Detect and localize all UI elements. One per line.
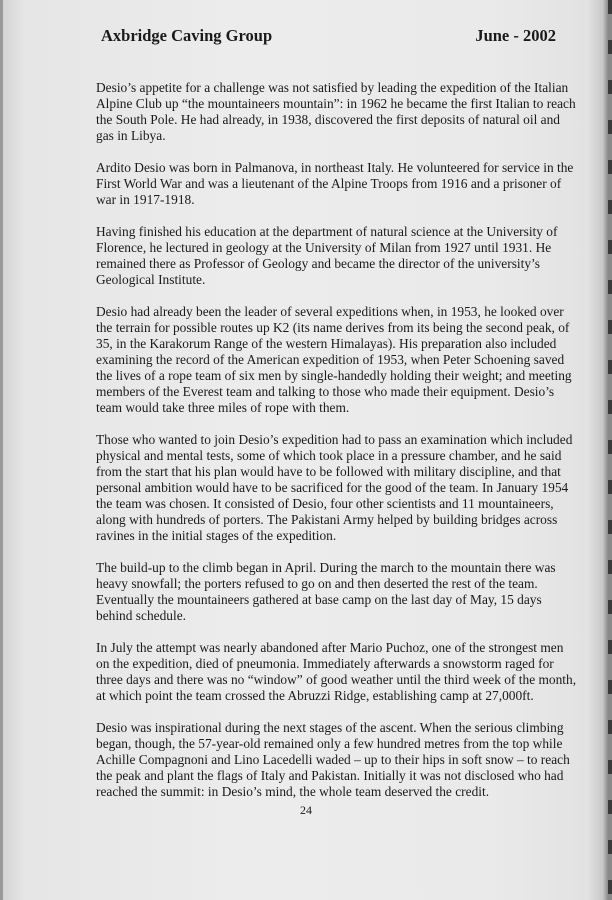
text-line: the South Pole. He had already, in 1938, discovered the first deposits of natural oil and [96, 112, 560, 127]
paragraph [96, 304, 574, 416]
text-line: at which point the team crossed the Abruzzi Ridge, establishing camp at 27,000ft. [96, 688, 534, 703]
text-line: The build-up to the climb began in April. During the march to the mountain there was [96, 560, 556, 575]
text-line: on the expedition, died of pneumonia. Immediately afterwards a snowstorm raged for [96, 656, 554, 671]
paragraph [96, 432, 574, 544]
page-number: 24 [300, 803, 312, 817]
paragraph [96, 224, 574, 288]
text-line: remained there as Professor of Geology and became the director of the university’s [96, 256, 540, 271]
text-line: Achille Compagnoni and Lino Lacedelli waded – up to their hips in soft snow – to reach [96, 752, 570, 767]
text-line: ravines in the initial stages of the expedition. [96, 528, 337, 543]
text-line: Having finished his education at the department of natural science at the University of [96, 224, 558, 239]
text-line: physical and mental tests, some of which took place in a pressure chamber, and he said [96, 448, 562, 463]
text-line: Desio’s appetite for a challenge was not satisfied by leading the expedition of the Italian [96, 80, 569, 95]
text-line: along with hundreds of porters. The Pakistani Army helped by building bridges across [96, 512, 558, 527]
article-body [96, 80, 577, 816]
issue-date: June - 2002 [475, 26, 556, 45]
text-line: behind schedule. [96, 608, 186, 623]
text-line: began, though, the 57-year-old remained only a few hundred metres from the top while [96, 736, 563, 751]
binding-edge [608, 0, 612, 900]
paragraph [96, 560, 574, 624]
text-line: three days and there was no “window” of good weather until the third week of the month, [96, 672, 577, 687]
text-line: gas in Libya. [96, 128, 166, 143]
paragraph [96, 720, 574, 800]
paragraph [96, 160, 574, 208]
text-line: examining the record of the American expedition of 1953, when Peter Schoening saved [96, 352, 565, 367]
text-line: members of the Everest team and talking to those who made their equipment. Desio’s [96, 384, 555, 399]
text-line: First World War and was a lieutenant of the Alpine Troops from 1916 and a prisoner of [96, 176, 562, 191]
organization-name: Axbridge Caving Group [101, 26, 273, 45]
text-line: Desio was inspirational during the next stages of the ascent. When the serious climbing [96, 720, 564, 735]
text-line: the lives of a rope team of six men by single-handedly holding their weight; and meeting [96, 368, 572, 383]
text-line: war in 1917-1918. [96, 192, 195, 207]
text-line: Eventually the mountaineers gathered at base camp on the last day of May, 15 days [96, 592, 542, 607]
text-line: Ardito Desio was born in Palmanova, in northeast Italy. He volunteered for service in the [96, 160, 574, 175]
text-line: personal ambition would have to be sacrificed for the good of the team. In January 1954 [96, 480, 569, 495]
text-line: In July the attempt was nearly abandoned after Mario Puchoz, one of the strongest men [96, 640, 564, 655]
text-line: reached the summit: in Desio’s mind, the whole team deserved the credit. [96, 784, 490, 799]
text-line: Those who wanted to join Desio’s expedition had to pass an examination which included [96, 432, 573, 447]
text-line: heavy snowfall; the porters refused to go on and then deserted the rest of the team. [96, 576, 538, 591]
text-line: the team was chosen. It consisted of Desio, four other scientists and 11 mountaineers, [96, 496, 554, 511]
text-line: the peak and plant the flags of Italy and Pakistan. Initially it was not disclosed who had [96, 768, 564, 783]
text-line: 35, in the Karakorum Range of the western Himalayas). His preparation also included [96, 336, 557, 351]
paragraph [96, 80, 574, 144]
page-left-edge [0, 0, 3, 900]
text-line: from the start that his plan would have to be followed with military discipline, and that [96, 464, 561, 479]
text-line: Desio had already been the leader of several expeditions when, in 1953, he looked over [96, 304, 564, 319]
text-line: Florence, he lectured in geology at the University of Milan from 1927 until 1931. He [96, 240, 552, 255]
text-line: the terrain for possible routes up K2 (its name derives from its being the second peak, of [96, 320, 570, 335]
paragraph [96, 640, 577, 704]
text-line: Geological Institute. [96, 272, 206, 287]
text-line: team would take three miles of rope with them. [96, 400, 350, 415]
text-line: Alpine Club up “the mountaineers mountain”: in 1962 he became the first Italian to reach [96, 96, 576, 111]
